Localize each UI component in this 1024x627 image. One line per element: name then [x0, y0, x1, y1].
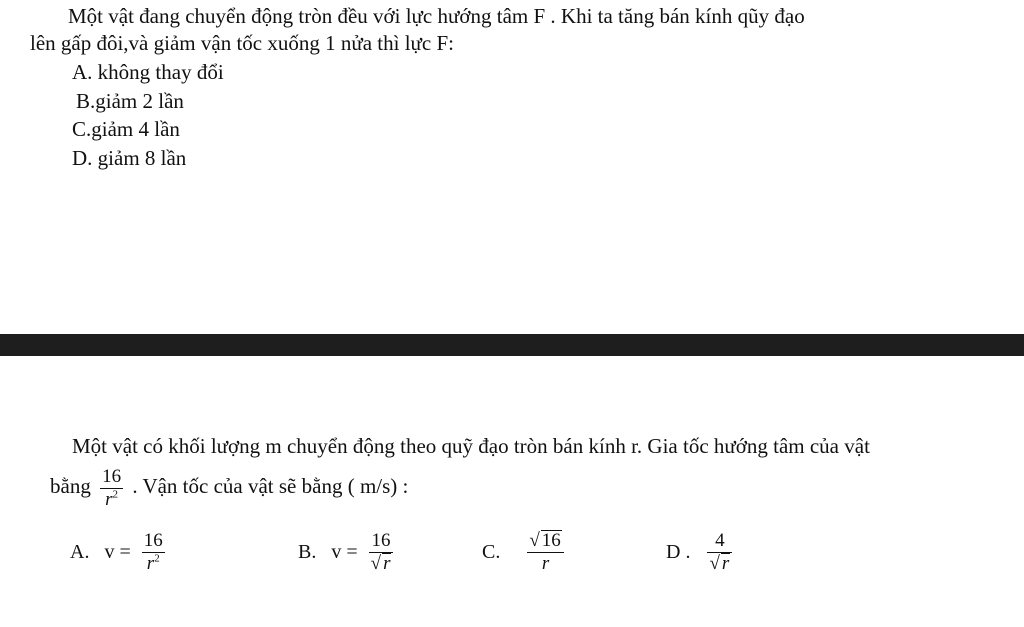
option-b-fraction [369, 530, 394, 575]
option-c-denominator: r [541, 553, 550, 574]
option-c-fraction [527, 530, 563, 575]
question2-line1: Một vật có khối lượng m chuyển động theo quỹ đạo tròn bán kính r. Gia tốc hướng tâm của vật [72, 434, 870, 458]
sqrt-symbol: √ [529, 530, 540, 551]
question1-option-a: A. không thay đổi [72, 60, 224, 84]
question1-option-c: C.giảm 4 lần [72, 117, 180, 141]
option-b-label: B. [298, 541, 317, 563]
option-a-equals: v = [104, 541, 131, 563]
divider-bar [0, 334, 1024, 356]
question1-line1: Một vật đang chuyển động tròn đều với lực hướng tâm F . Khi ta tăng bán kính qũy đạo [68, 4, 805, 28]
option-d-numerator: 4 [707, 530, 732, 553]
option-c-numerator: √ 16 [527, 530, 563, 553]
question2-line2-suffix: . Vận tốc của vật sẽ bằng ( m/s) : [132, 474, 409, 498]
option-d-label: D . [666, 541, 691, 563]
question2-option-c [482, 530, 568, 575]
question1-option-d: D. giảm 8 lần [72, 146, 187, 170]
option-a-denominator: $r^2$ [146, 552, 160, 574]
option-b-equals: v = [331, 541, 358, 563]
acceleration-fraction [100, 466, 123, 511]
question2-option-a [70, 530, 169, 575]
option-a-label: A. [70, 541, 90, 563]
question2-line2-prefix: bằng [50, 474, 91, 498]
option-b-numerator: 16 [369, 530, 394, 553]
acceleration-numerator: 16 [102, 465, 122, 487]
option-d-denominator: √ r [709, 553, 730, 574]
option-b-denominator: √ r [370, 553, 391, 574]
option-a-fraction [142, 530, 165, 575]
question1-option-b: B.giảm 2 lần [76, 89, 184, 113]
option-a-numerator: 16 [143, 530, 163, 551]
acceleration-denominator: $r^2$ [105, 488, 119, 510]
option-d-fraction [707, 530, 732, 575]
question2-option-b [298, 530, 397, 575]
sqrt-symbol: √ [370, 553, 382, 574]
sqrt-symbol: √ [709, 553, 720, 574]
option-c-label: C. [482, 541, 501, 563]
question2-option-d [666, 530, 736, 575]
question2-line2 [50, 462, 408, 511]
question1-line2: lên gấp đôi,và giảm vận tốc xuống 1 nửa thì lực F: [30, 31, 455, 55]
